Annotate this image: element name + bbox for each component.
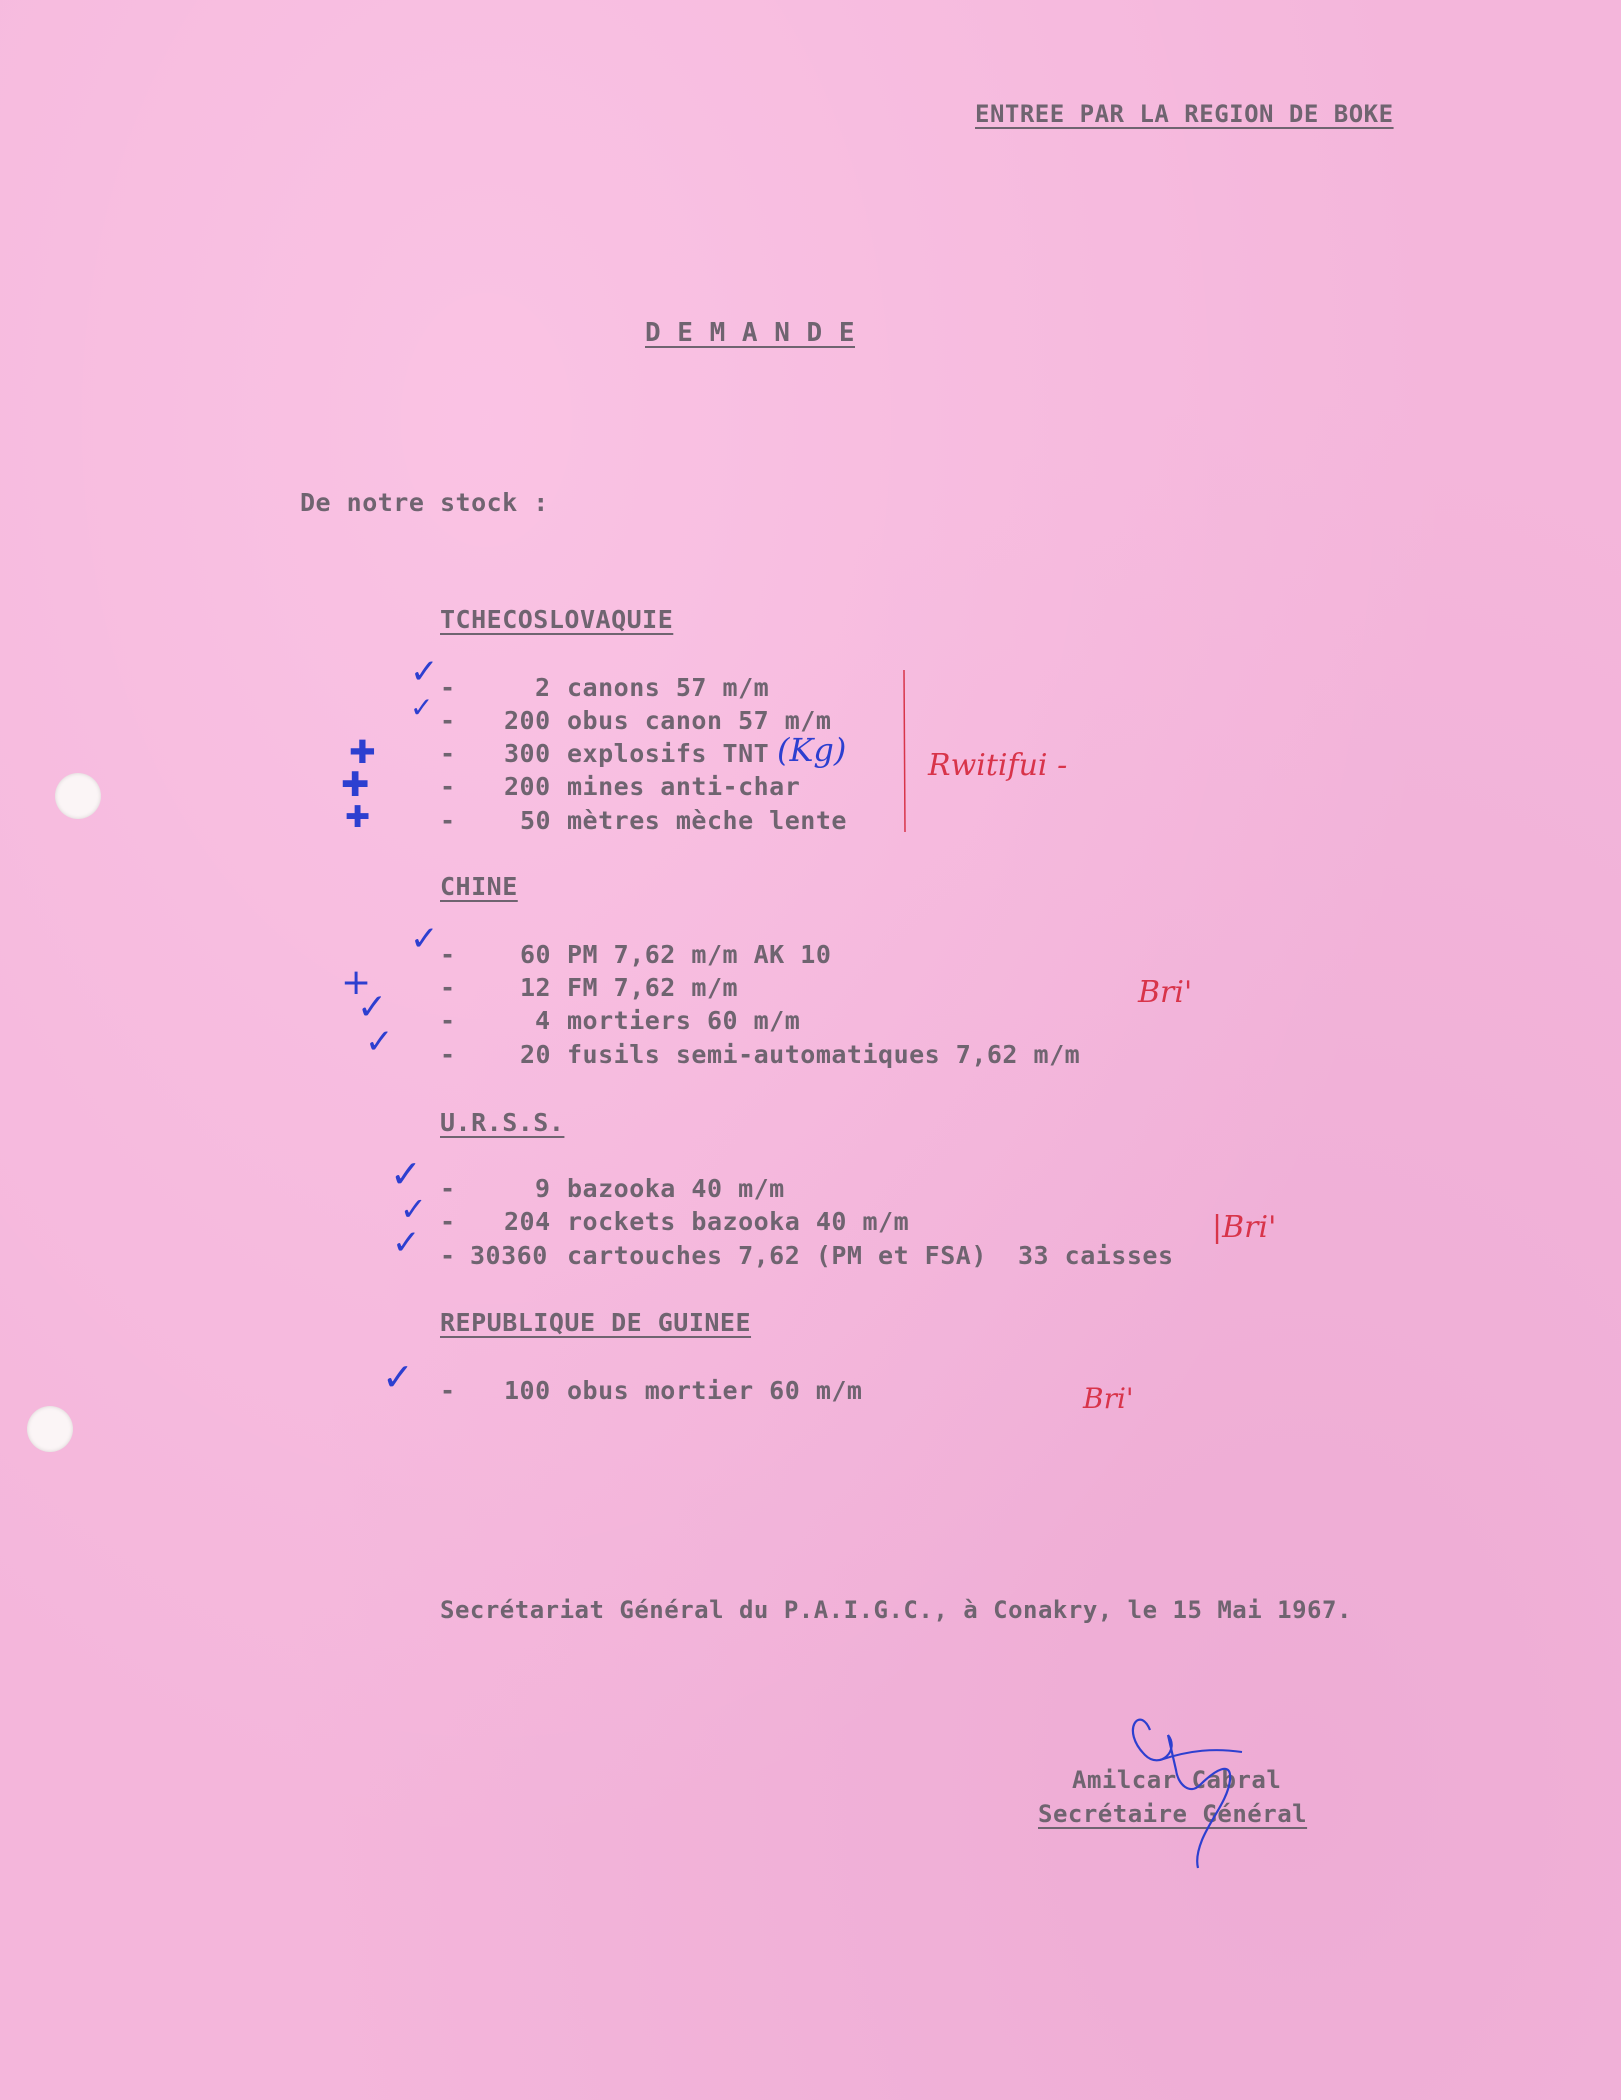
item-dash: - [440, 973, 456, 1002]
item-quantity: 50 [520, 806, 552, 835]
item-description: explosifs TNT [567, 739, 770, 768]
item-dash: - [440, 673, 456, 702]
item-dash: - [440, 706, 456, 735]
item-description: obus canon 57 m/m [567, 706, 832, 735]
item-description: fusils semi-automatiques 7,62 m/m [567, 1040, 1081, 1069]
checkmark-icon: ✓ [392, 1223, 421, 1263]
item-description: rockets bazooka 40 m/m [567, 1207, 910, 1236]
item-quantity: 30360 [470, 1241, 548, 1270]
item-quantity: 300 [504, 739, 551, 768]
item-description: FM 7,62 m/m [567, 973, 739, 1002]
item-quantity: 60 [520, 940, 552, 969]
item-dash: - [440, 1006, 456, 1035]
item-dash: - [440, 1376, 456, 1405]
plus-icon: + [341, 962, 372, 1003]
country-heading-urss: U.R.S.S. [440, 1108, 565, 1137]
item-description: PM 7,62 m/m AK 10 [567, 940, 832, 969]
place-and-date: Secrétariat Général du P.A.I.G.C., à Conakry, le 15 Mai 1967. [440, 1596, 1352, 1624]
item-quantity: 100 [504, 1376, 551, 1405]
checkmark-icon: ✓ [400, 1190, 427, 1228]
route-header: ENTREE PAR LA REGION DE BOKE [975, 100, 1394, 128]
item-dash: - [440, 1174, 456, 1203]
checkmark-icon: ✓ [410, 652, 439, 692]
item-quantity: 12 [520, 973, 552, 1002]
checkmark-icon: ✓ [357, 987, 388, 1028]
item-dash: - [440, 1207, 456, 1236]
item-quantity: 9 [535, 1174, 551, 1203]
item-dash: - [440, 739, 456, 768]
item-description: cartouches 7,62 (PM et FSA) 33 caisses [567, 1241, 1174, 1270]
margin-note-guinee: Bri' [1083, 1382, 1134, 1415]
signatory-name: Amilcar Cabral [1072, 1766, 1282, 1794]
intro-text: De notre stock : [300, 488, 549, 517]
item-dash: - [440, 940, 456, 969]
signature-drawing [1120, 1700, 1260, 1870]
checkmark-icon: ✓ [382, 1355, 414, 1399]
item-quantity: 20 [520, 1040, 552, 1069]
item-description: canons 57 m/m [567, 673, 770, 702]
item-description: mortiers 60 m/m [567, 1006, 801, 1035]
cross-icon: ✚ [349, 733, 376, 771]
cross-icon: ✚ [345, 800, 371, 835]
margin-note-tchecoslovaquie: Rwitifui - [928, 748, 1068, 783]
item-quantity: 4 [535, 1006, 551, 1035]
document-title: D E M A N D E [645, 318, 855, 348]
signatory-title: Secrétaire Général [1038, 1800, 1308, 1828]
cross-icon: ✚ [341, 765, 370, 805]
item-quantity: 2 [535, 673, 551, 702]
punch-hole-top [55, 773, 101, 819]
punch-hole-bottom [27, 1406, 73, 1452]
item-description: bazooka 40 m/m [567, 1174, 785, 1203]
item-description: obus mortier 60 m/m [567, 1376, 863, 1405]
checkmark-icon: ✓ [365, 1022, 394, 1062]
item-dash: - [440, 806, 456, 835]
handwritten-unit-insert: (Kg) [777, 731, 847, 769]
item-description: mines anti-char [567, 772, 801, 801]
margin-bracket-line [902, 670, 908, 835]
item-description: mètres mèche lente [567, 806, 847, 835]
country-heading-chine: CHINE [440, 872, 518, 901]
margin-note-urss: |Bri' [1212, 1210, 1277, 1245]
item-dash: - [440, 772, 456, 801]
item-quantity: 200 [504, 772, 551, 801]
checkmark-icon: ✓ [390, 1152, 422, 1196]
country-heading-tchecoslovaquie: TCHECOSLOVAQUIE [440, 605, 674, 634]
checkmark-icon: ✓ [410, 691, 434, 724]
checkmark-icon: ✓ [410, 919, 439, 959]
margin-note-chine: Bri' [1138, 975, 1193, 1010]
item-dash: - [440, 1241, 456, 1270]
item-quantity: 204 [504, 1207, 551, 1236]
country-heading-guinee: REPUBLIQUE DE GUINEE [440, 1308, 752, 1337]
item-dash: - [440, 1040, 456, 1069]
item-quantity: 200 [504, 706, 551, 735]
